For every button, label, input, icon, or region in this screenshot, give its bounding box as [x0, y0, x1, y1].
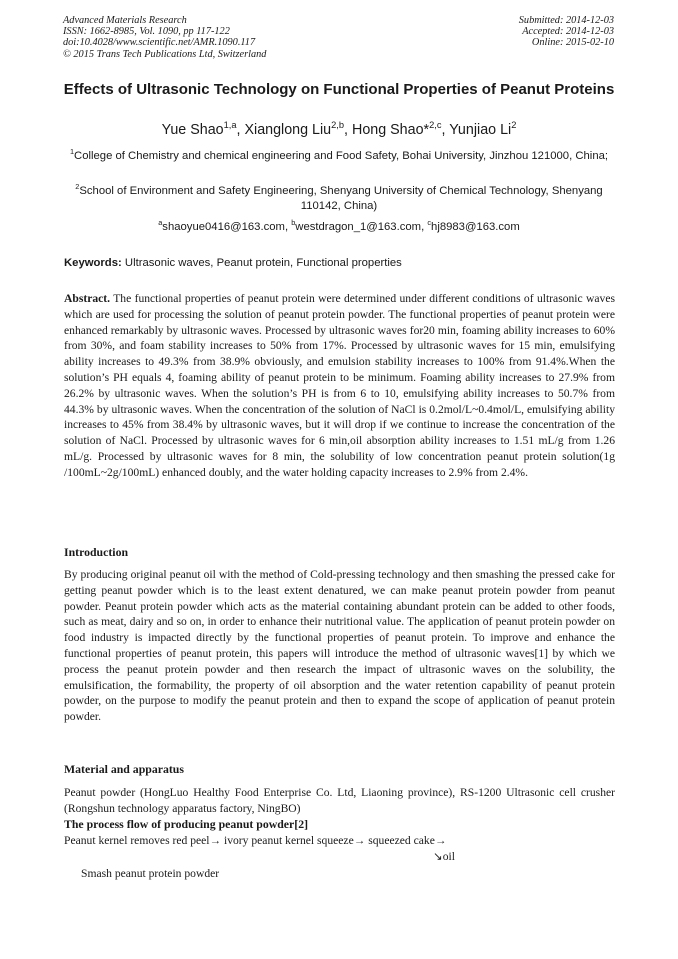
process-flow-line: Peanut kernel removes red peel→ ivory peanut kernel squeeze→ squeezed cake→ [64, 834, 447, 847]
journal-name: Advanced Materials Research [63, 15, 187, 26]
introduction-paragraph: By producing original peanut oil with the method of Cold-pressing technology and then smashing the pressed cake for getting peanut powder which is to the least extent denatured, we can make peanut protein powder from peanut powder. Peanut protein powder which acts as the material containing abundant protein can be added to other foods, such as meat, dairy and so on, in order to enhance their nutritional value. The application of peanut protein powder on food industry is impacted directly by the functional properties of peanut protein. To improve and enhance the functional properties of peanut protein, this papers will introduce the method of ultrasonic waves[1] by which we process the peanut protein powder and then research the impact of ultrasonic waves on the solubility, the emulsification, the formability, the property of oil absorption and the water retention capability of peanut protein powder, on the purpose to modify the peanut protein and then to expand the scope of application of peanut protein powder. [64, 568, 615, 724]
email-link[interactable]: hj8983@163.com [431, 221, 520, 233]
materials-heading: Material and apparatus [64, 762, 184, 776]
author-sup: 2,b [331, 120, 345, 131]
affiliation-sup: 2 [75, 182, 80, 192]
keywords-text: Ultrasonic waves, Peanut protein, Functional properties [124, 257, 402, 269]
process-flow-heading: The process flow of producing peanut powder[2] [64, 817, 309, 831]
email-sup: a [158, 218, 163, 228]
abstract-paragraph [64, 291, 615, 481]
abstract-label: Abstract. [64, 292, 111, 305]
keywords [64, 256, 616, 271]
process-flow-branch: ↘oil [433, 850, 455, 863]
author-name: Yue Shao [161, 122, 224, 138]
copyright-line: © 2015 Trans Tech Publications Ltd, Switzerland [63, 48, 267, 60]
materials-paragraph: Peanut powder (HongLuo Healthy Food Enterprise Co. Ltd, Liaoning province), RS-1200 Ultrasonic cell crusher (Rongshun technology apparatus factory, NingBO) [64, 786, 615, 815]
email-sup: b [291, 218, 296, 228]
affiliation-sup: 1 [69, 147, 75, 157]
issn-line: ISSN: 1662-8985, Vol. 1090, pp 117-122 [63, 26, 230, 38]
journal-info [63, 15, 266, 60]
author-sup: 2,c [429, 120, 442, 131]
online-date: Online: 2015-02-10 [531, 37, 614, 49]
abstract-text: The functional properties of peanut protein were determined under different conditions of ultrasonic waves which are used for processing the solution of peanut protein powder. The functional properties of peanut protein were enhanced remarkably by ultrasonic waves. Processed by ultrasonic waves for20 min, foaming ability increases to 60% from 30%, and foam stability increases to 50% from 17%. Processed by ultrasonic waves for 15 min, emulsifying ability increases to 49.3% from 38.9% obviously, and emulsion stability increases to 100% from 91.4%.When the solution’s PH equals 4, foaming ability of peanut protein to be minimum. Foaming ability increases to 27.9% from 26.2% by ultrasonic waves. When the solution’s PH is from 6 to 10, emulsifying ability increases to 50.7% from 44.3% by ultrasonic waves. When the concentration of the solution of NaCl is 0.2mol/L~0.4mol/L, emulsifying ability increases to 45% from 38.4% by ultrasonic waves, but it will drop if we continue to increase the concentration of the solution of NaCl. Processed by ultrasonic waves for 6 min,oil absorption ability increases to 1.51 mL/g from 1.26 mL/g. Processed by ultrasonic waves for 8 min, the solubility of low concentration peanut protein solution(1g /100mL~2g/100mL) enhanced doubly, and the water holding capacity increases to 2.9% from 2.4%. [64, 292, 615, 479]
author-sup: 2 [511, 120, 517, 131]
introduction-heading: Introduction [64, 545, 129, 559]
affiliation-1 [60, 149, 618, 164]
author-list: Yue Shao$^{1,a}$, Xianglong Liu$^{2,b}$, Hong Shao*$^{2,c}$, Yunjiao Li$^2$ [161, 120, 517, 138]
affiliation-text: School of Environment and Safety Engineering, Shenyang University of Chemical Technology, Shenyang 110142, China) [79, 185, 603, 212]
paper-title: Effects of Ultrasonic Technology on Functional Properties of Peanut Proteins [63, 81, 615, 98]
email-list: $^a$shaoyue0416@163.com, $^b$westdragon_1@163.com, $^c$hj8983@163.com [158, 218, 520, 233]
affiliation-2 [60, 184, 618, 214]
process-flow-line: Smash peanut protein powder [81, 867, 220, 880]
author-name: Xianglong Liu [244, 122, 332, 138]
email-link[interactable]: shaoyue0416@163.com [162, 221, 285, 233]
doi-line[interactable]: doi:10.4028/www.scientific.net/AMR.1090.117 [63, 37, 256, 49]
accepted-date: Accepted: 2014-12-03 [522, 26, 614, 38]
affiliation-text: College of Chemistry and chemical engineering and Food Safety, Bohai University, Jinzhou 121000, China; [74, 150, 609, 162]
email-link[interactable]: westdragon_1@163.com [295, 221, 422, 233]
email-sup: c [427, 218, 432, 228]
author-name: Hong Shao* [352, 122, 430, 138]
submitted-date: Submitted: 2014-12-03 [518, 15, 614, 26]
author-sup: 1,a [223, 120, 237, 131]
publication-dates [519, 15, 614, 49]
author-name: Yunjiao Li [449, 122, 512, 138]
keywords-label: Keywords: [64, 257, 122, 269]
